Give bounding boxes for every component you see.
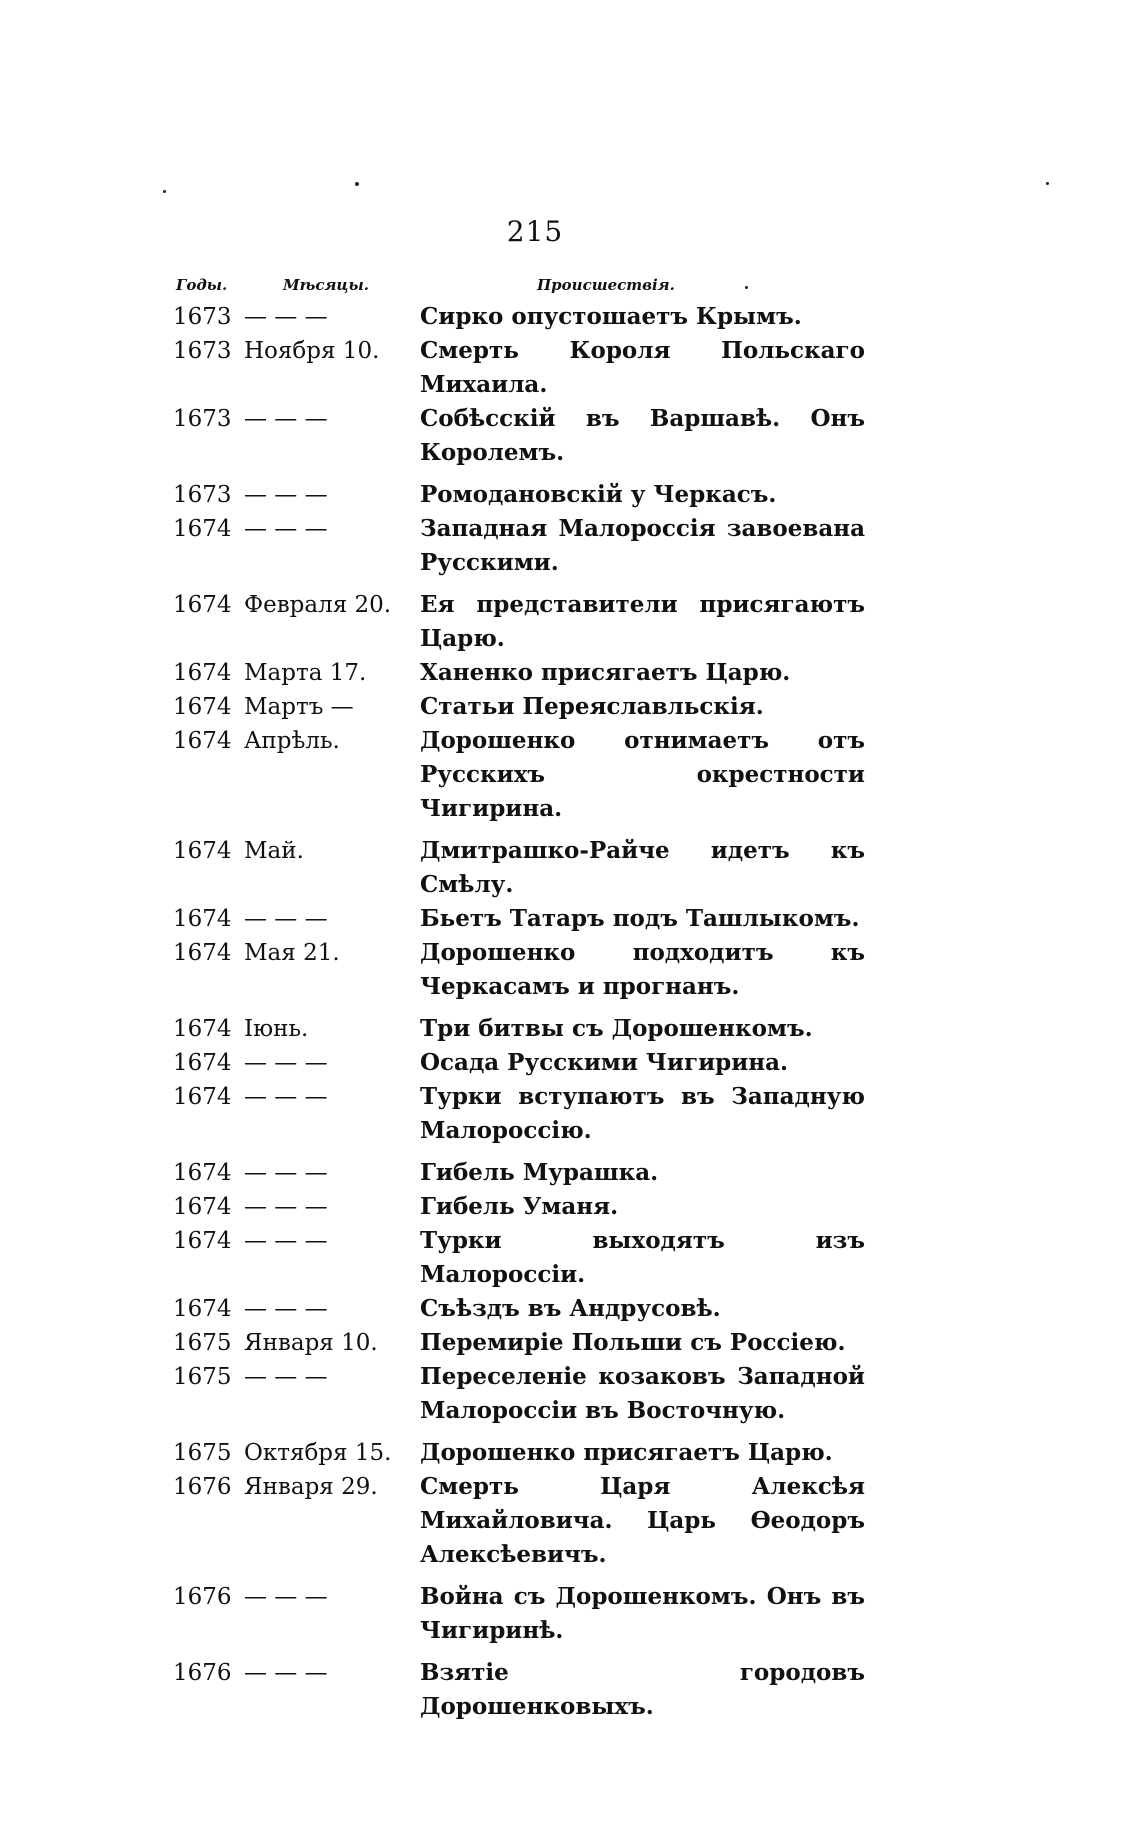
row-year: 1674 — [173, 516, 232, 542]
row-year: 1674 — [173, 1228, 232, 1254]
row-event: Гибель Уманя. — [420, 1193, 619, 1220]
row-event: Три битвы съ Дорошенкомъ. — [420, 1015, 813, 1042]
table-row — [0, 1656, 1140, 1724]
row-event: Дорошенко подходитъ къ Черкасамъ и прогнанъ. — [420, 939, 865, 1000]
table-row — [0, 1012, 1140, 1046]
row-month: Ноября 10. — [244, 338, 380, 364]
table-row — [0, 334, 1140, 402]
chronology-table — [0, 300, 1140, 1724]
row-event: Собѣсскій въ Варшавѣ. Онъ Королемъ. — [420, 405, 865, 466]
row-event: Сирко опустошаетъ Крымъ. — [420, 303, 802, 330]
row-month: Февраля 20. — [244, 592, 392, 618]
row-event: Западная Малороссія завоевана Русскими. — [420, 515, 865, 576]
row-year: 1674 — [173, 694, 232, 720]
table-row — [0, 1292, 1140, 1326]
row-year: 1674 — [173, 1016, 232, 1042]
header-months: Мѣсяцы. — [283, 276, 369, 294]
row-month: — — — — [244, 1194, 328, 1220]
page-number: 215 — [506, 215, 564, 248]
row-event: Смерть Короля Польскаго Михаила. — [420, 337, 865, 398]
row-event: Осада Русскими Чигирина. — [420, 1049, 789, 1076]
row-month: — — — — [244, 1584, 328, 1610]
table-row — [0, 588, 1140, 656]
table-row — [0, 656, 1140, 690]
row-year: 1675 — [173, 1330, 232, 1356]
table-row — [0, 1156, 1140, 1190]
row-year: 1674 — [173, 592, 232, 618]
row-event: Переселеніе козаковъ Западной Малороссіи въ Восточную. — [420, 1363, 865, 1424]
table-row — [0, 902, 1140, 936]
table-row — [0, 1326, 1140, 1360]
row-year: 1674 — [173, 940, 232, 966]
row-month: Января 10. — [244, 1330, 378, 1356]
row-year: 1674 — [173, 1084, 232, 1110]
row-year: 1674 — [173, 838, 232, 864]
row-event: Ромодановскій у Черкасъ. — [420, 481, 777, 508]
scan-speck — [355, 182, 359, 186]
row-event: Ханенко присягаетъ Царю. — [420, 659, 791, 686]
row-month: — — — — [244, 406, 328, 432]
row-event: Война съ Дорошенкомъ. Онъ въ Чигиринѣ. — [420, 1583, 865, 1644]
row-month: Марта 17. — [244, 660, 367, 686]
row-month: Мая 21. — [244, 940, 340, 966]
row-year: 1674 — [173, 1160, 232, 1186]
table-row — [0, 690, 1140, 724]
row-year: 1674 — [173, 1050, 232, 1076]
row-event: Дмитрашко-Райче идетъ къ Смѣлу. — [420, 837, 865, 898]
row-year: 1673 — [173, 338, 232, 364]
row-year: 1673 — [173, 482, 232, 508]
row-event: Смерть Царя Алексѣя Михайловича. Царь Ѳеодоръ Алексѣевичъ. — [420, 1473, 865, 1568]
row-month: — — — — [244, 482, 328, 508]
table-row — [0, 300, 1140, 334]
row-event: Ея представители присягаютъ Царю. — [420, 591, 865, 652]
row-event: Дорошенко присягаетъ Царю. — [420, 1439, 833, 1466]
row-month: — — — — [244, 1084, 328, 1110]
row-month: Іюнь. — [244, 1016, 309, 1042]
table-row — [0, 834, 1140, 902]
column-headers — [0, 276, 1140, 300]
table-row — [0, 512, 1140, 580]
row-month: Января 29. — [244, 1474, 378, 1500]
row-month: Октября 15. — [244, 1440, 392, 1466]
row-month: — — — — [244, 516, 328, 542]
row-month: — — — — [244, 906, 328, 932]
row-year: 1673 — [173, 304, 232, 330]
table-row — [0, 402, 1140, 470]
table-row — [0, 1470, 1140, 1572]
row-year: 1675 — [173, 1440, 232, 1466]
row-year: 1674 — [173, 1194, 232, 1220]
table-row — [0, 1046, 1140, 1080]
header-years: Годы. — [176, 276, 228, 294]
row-event: Перемиріе Польши съ Россіею. — [420, 1329, 846, 1356]
header-events: Происшествія. — [537, 276, 675, 294]
row-month: — — — — [244, 1296, 328, 1322]
row-month: — — — — [244, 1660, 328, 1686]
scan-speck — [163, 190, 166, 193]
row-month: Май. — [244, 838, 304, 864]
row-year: 1673 — [173, 406, 232, 432]
row-year: 1675 — [173, 1364, 232, 1390]
table-row — [0, 724, 1140, 826]
row-year: 1674 — [173, 1296, 232, 1322]
row-year: 1674 — [173, 660, 232, 686]
row-event: Статьи Переяславльскія. — [420, 693, 764, 720]
row-event: Турки вступаютъ въ Западную Малороссію. — [420, 1083, 865, 1144]
row-year: 1676 — [173, 1474, 232, 1500]
row-month: — — — — [244, 1160, 328, 1186]
row-month: Апрѣль. — [244, 728, 340, 754]
row-year: 1676 — [173, 1660, 232, 1686]
table-row — [0, 936, 1140, 1004]
row-year: 1674 — [173, 906, 232, 932]
table-row — [0, 1080, 1140, 1148]
table-row — [0, 1436, 1140, 1470]
table-row — [0, 1360, 1140, 1428]
table-row — [0, 1580, 1140, 1648]
row-year: 1674 — [173, 728, 232, 754]
row-event: Съѣздъ въ Андрусовѣ. — [420, 1295, 721, 1322]
row-month: — — — — [244, 1228, 328, 1254]
row-event: Гибель Мурашка. — [420, 1159, 659, 1186]
row-year: 1676 — [173, 1584, 232, 1610]
row-month: Мартъ — — [244, 694, 354, 720]
row-month: — — — — [244, 1364, 328, 1390]
row-month: — — — — [244, 304, 328, 330]
row-event: Взятіе городовъ Дорошенковыхъ. — [420, 1659, 865, 1720]
table-row — [0, 1224, 1140, 1292]
row-event: Дорошенко отнимаетъ отъ Русскихъ окрестности Чигирина. — [420, 727, 865, 822]
row-month: — — — — [244, 1050, 328, 1076]
table-row — [0, 478, 1140, 512]
row-event: Бьетъ Татаръ подъ Ташлыкомъ. — [420, 905, 860, 932]
scan-speck — [1046, 182, 1049, 185]
table-row — [0, 1190, 1140, 1224]
row-event: Турки выходятъ изъ Малороссіи. — [420, 1227, 865, 1288]
